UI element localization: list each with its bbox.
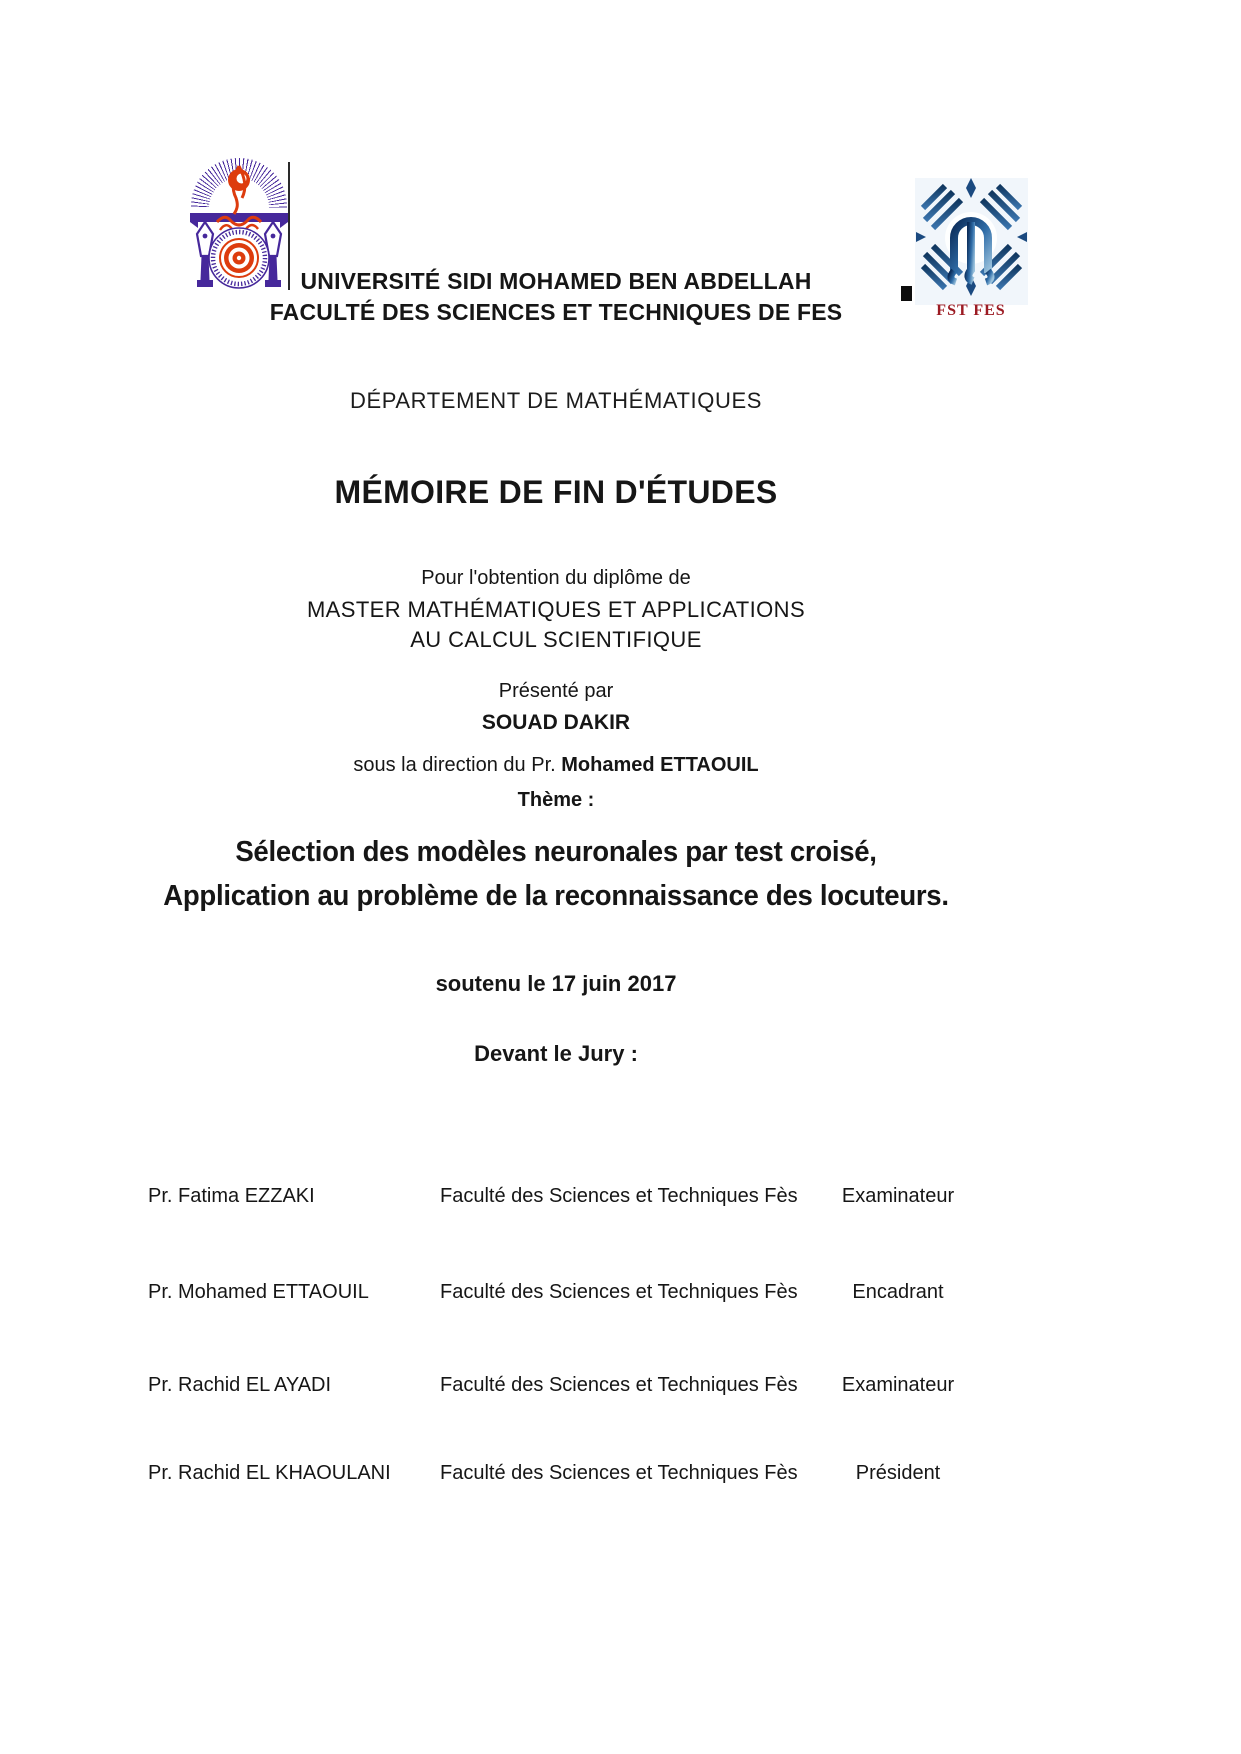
jury-member-name: Pr. Rachid EL KHAOULANI	[148, 1462, 391, 1484]
jury-row	[148, 1185, 960, 1208]
supervision-line	[50, 754, 1062, 777]
jury-member-role: Examinateur	[841, 1374, 955, 1396]
supervision-prefix: sous la direction du Pr.	[353, 754, 562, 776]
jury-member-role: Encadrant	[852, 1281, 944, 1303]
degree-line-2: AU CALCUL SCIENTIFIQUE	[410, 627, 702, 652]
faculty-name: FACULTÉ DES SCIENCES ET TECHNIQUES DE FES	[269, 299, 843, 325]
jury-row	[148, 1374, 960, 1397]
purpose-line: Pour l'obtention du diplôme de	[421, 567, 691, 589]
jury-member-affiliation: Faculté des Sciences et Techniques Fès	[440, 1281, 798, 1303]
jury-row	[148, 1281, 960, 1304]
presented-by-label: Présenté par	[498, 680, 614, 702]
jury-member-affiliation: Faculté des Sciences et Techniques Fès	[440, 1185, 798, 1207]
thesis-title-line-2: Application au problème de la reconnaissance des locuteurs.	[163, 880, 949, 912]
jury-member-role: Président	[855, 1462, 941, 1484]
degree-line-1: MASTER MATHÉMATIQUES ET APPLICATIONS	[306, 597, 806, 622]
jury-member-affiliation: Faculté des Sciences et Techniques Fès	[440, 1462, 798, 1484]
theme-label: Thème :	[517, 789, 595, 811]
jury-member-role: Examinateur	[841, 1185, 955, 1207]
jury-member-affiliation: Faculté des Sciences et Techniques Fès	[440, 1374, 798, 1396]
supervisor-name: Mohamed ETTAOUIL	[561, 754, 759, 776]
fst-fes-logo-label: FST FES	[936, 302, 1006, 319]
jury-heading: Devant le Jury :	[474, 1041, 638, 1066]
jury-row	[148, 1462, 960, 1485]
defense-date: soutenu le 17 juin 2017	[435, 971, 677, 996]
thesis-title-line-1: Sélection des modèles neuronales par test croisé,	[235, 836, 877, 868]
jury-member-name: Pr. Mohamed ETTAOUIL	[148, 1281, 369, 1303]
department-name: DÉPARTEMENT DE MATHÉMATIQUES	[349, 388, 763, 413]
author-name: SOUAD DAKIR	[481, 711, 631, 734]
university-name: UNIVERSITÉ SIDI MOHAMED BEN ABDELLAH	[300, 268, 812, 294]
jury-member-name: Pr. Rachid EL AYADI	[148, 1374, 332, 1396]
document-title: MÉMOIRE DE FIN D'ÉTUDES	[334, 474, 778, 510]
jury-member-name: Pr. Fatima EZZAKI	[148, 1185, 315, 1207]
